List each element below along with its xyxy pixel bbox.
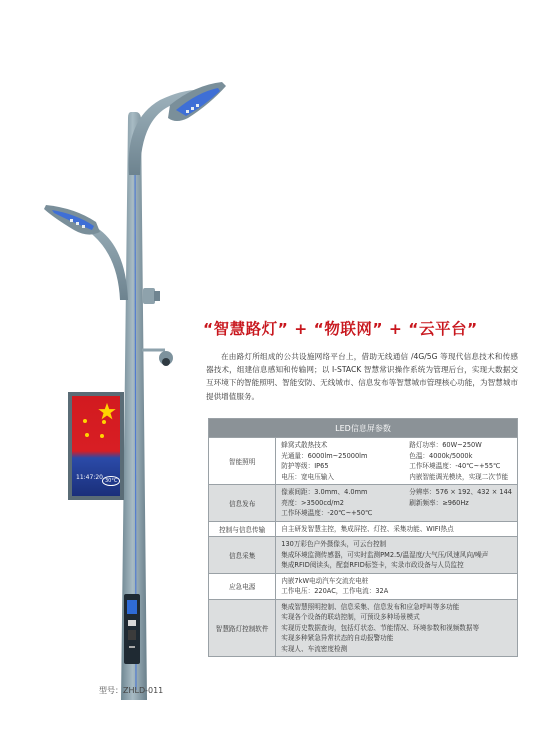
row-label: 智能照明 — [209, 438, 276, 485]
row-label: 智慧路灯控制软件 — [209, 599, 276, 657]
spec-table-header: LED信息屏参数 — [209, 419, 518, 438]
cell-text: 光通量：6000lm~25000lm — [281, 451, 368, 460]
table-row — [209, 599, 518, 657]
cell-text: 内嵌7kW电动汽车交流充电桩 — [281, 576, 369, 585]
cell-text: 自主研发智慧主控，集成屏控、灯控、采集功能、WIFI热点 — [281, 524, 454, 533]
row-label: 信息采集 — [209, 537, 276, 574]
cell-text: 内嵌智能调光模块，实现二次节能 — [409, 472, 509, 481]
cell-text: 集成智慧照明控制、信息采集、信息发布和应急呼叫等多功能 — [281, 602, 460, 611]
cell-text: 亮度：>3500cd/m2 — [281, 498, 344, 507]
cell-text: 像素间距：3.0mm、4.0mm — [281, 488, 368, 496]
cell-text: 刷新频率：≥960Hz — [409, 498, 469, 507]
table-row — [209, 573, 518, 599]
row-label: 信息发布 — [209, 485, 276, 522]
table-row — [209, 438, 518, 485]
row-label: 控制与信息传输 — [209, 521, 276, 537]
table-row — [209, 521, 518, 537]
screen-temp: 30°C — [102, 476, 120, 486]
cell-text: 工作电压：220AC，工作电流：32A — [281, 587, 389, 595]
cell-text: 电压：宽电压输入 — [281, 472, 334, 481]
cell-text: 工作环境温度：-40℃~+55℃ — [409, 462, 501, 470]
screen-time: 11:47:20 — [76, 474, 103, 481]
cell-text: 实现历史数据查询，包括灯状态、节能情况、环境参数和视频数据等 — [281, 623, 480, 632]
spec-table — [208, 418, 518, 657]
cell-text: 实现各个设备的联动控制，可预设多种场景模式 — [281, 613, 420, 621]
cell-text: 实现多种紧急异常状态的自动报警功能 — [281, 634, 394, 642]
cell-text: 130万彩色户外摄像头，可云台控制 — [281, 540, 387, 548]
intro-paragraph: 在由路灯所组成的公共设施网络平台上，借助无线通信 /4G/5G 等现代信息技术和传感器技术，组建信息感知和传输网；以 I-STACK 智慧常识操作系统为管理后台，实现大数据交互环境下的智能照明、智能安防、无线城市、信息发布等智慧城市管理核心功能，为智慧城市提供增值服务。 — [206, 352, 518, 401]
cell-text: 工作环境温度：-20℃~+50℃ — [281, 509, 373, 517]
table-row — [209, 537, 518, 574]
row-label: 应急电源 — [209, 573, 276, 599]
cell-text: 路灯功率：60W~250W — [409, 441, 482, 449]
cell-text: 防护等级：IP65 — [281, 462, 329, 470]
cell-text: 实现人、车流密度检测 — [281, 644, 348, 653]
page-headline: “智慧路灯” + “物联网” + “云平台” — [203, 320, 478, 338]
small-stars-icon — [82, 418, 108, 440]
cell-text: 分辨率：576 × 192、432 × 144 — [409, 488, 512, 496]
cell-text: 色温：4000k/5000k — [409, 451, 473, 460]
model-label: 型号：ZHLD-011 — [99, 686, 164, 695]
cell-text: 集成环境监测传感器，可实时监测PM2.5/温湿度/大气压/风速风向/噪声 — [281, 550, 489, 559]
cell-text: 集成RFID阅读头，配套RFID标签卡，实录市政设备与人员监控 — [281, 561, 464, 569]
table-row — [209, 485, 518, 522]
cell-text: 蜂窝式散热技术 — [281, 441, 328, 449]
card-reader-icon — [124, 594, 140, 664]
